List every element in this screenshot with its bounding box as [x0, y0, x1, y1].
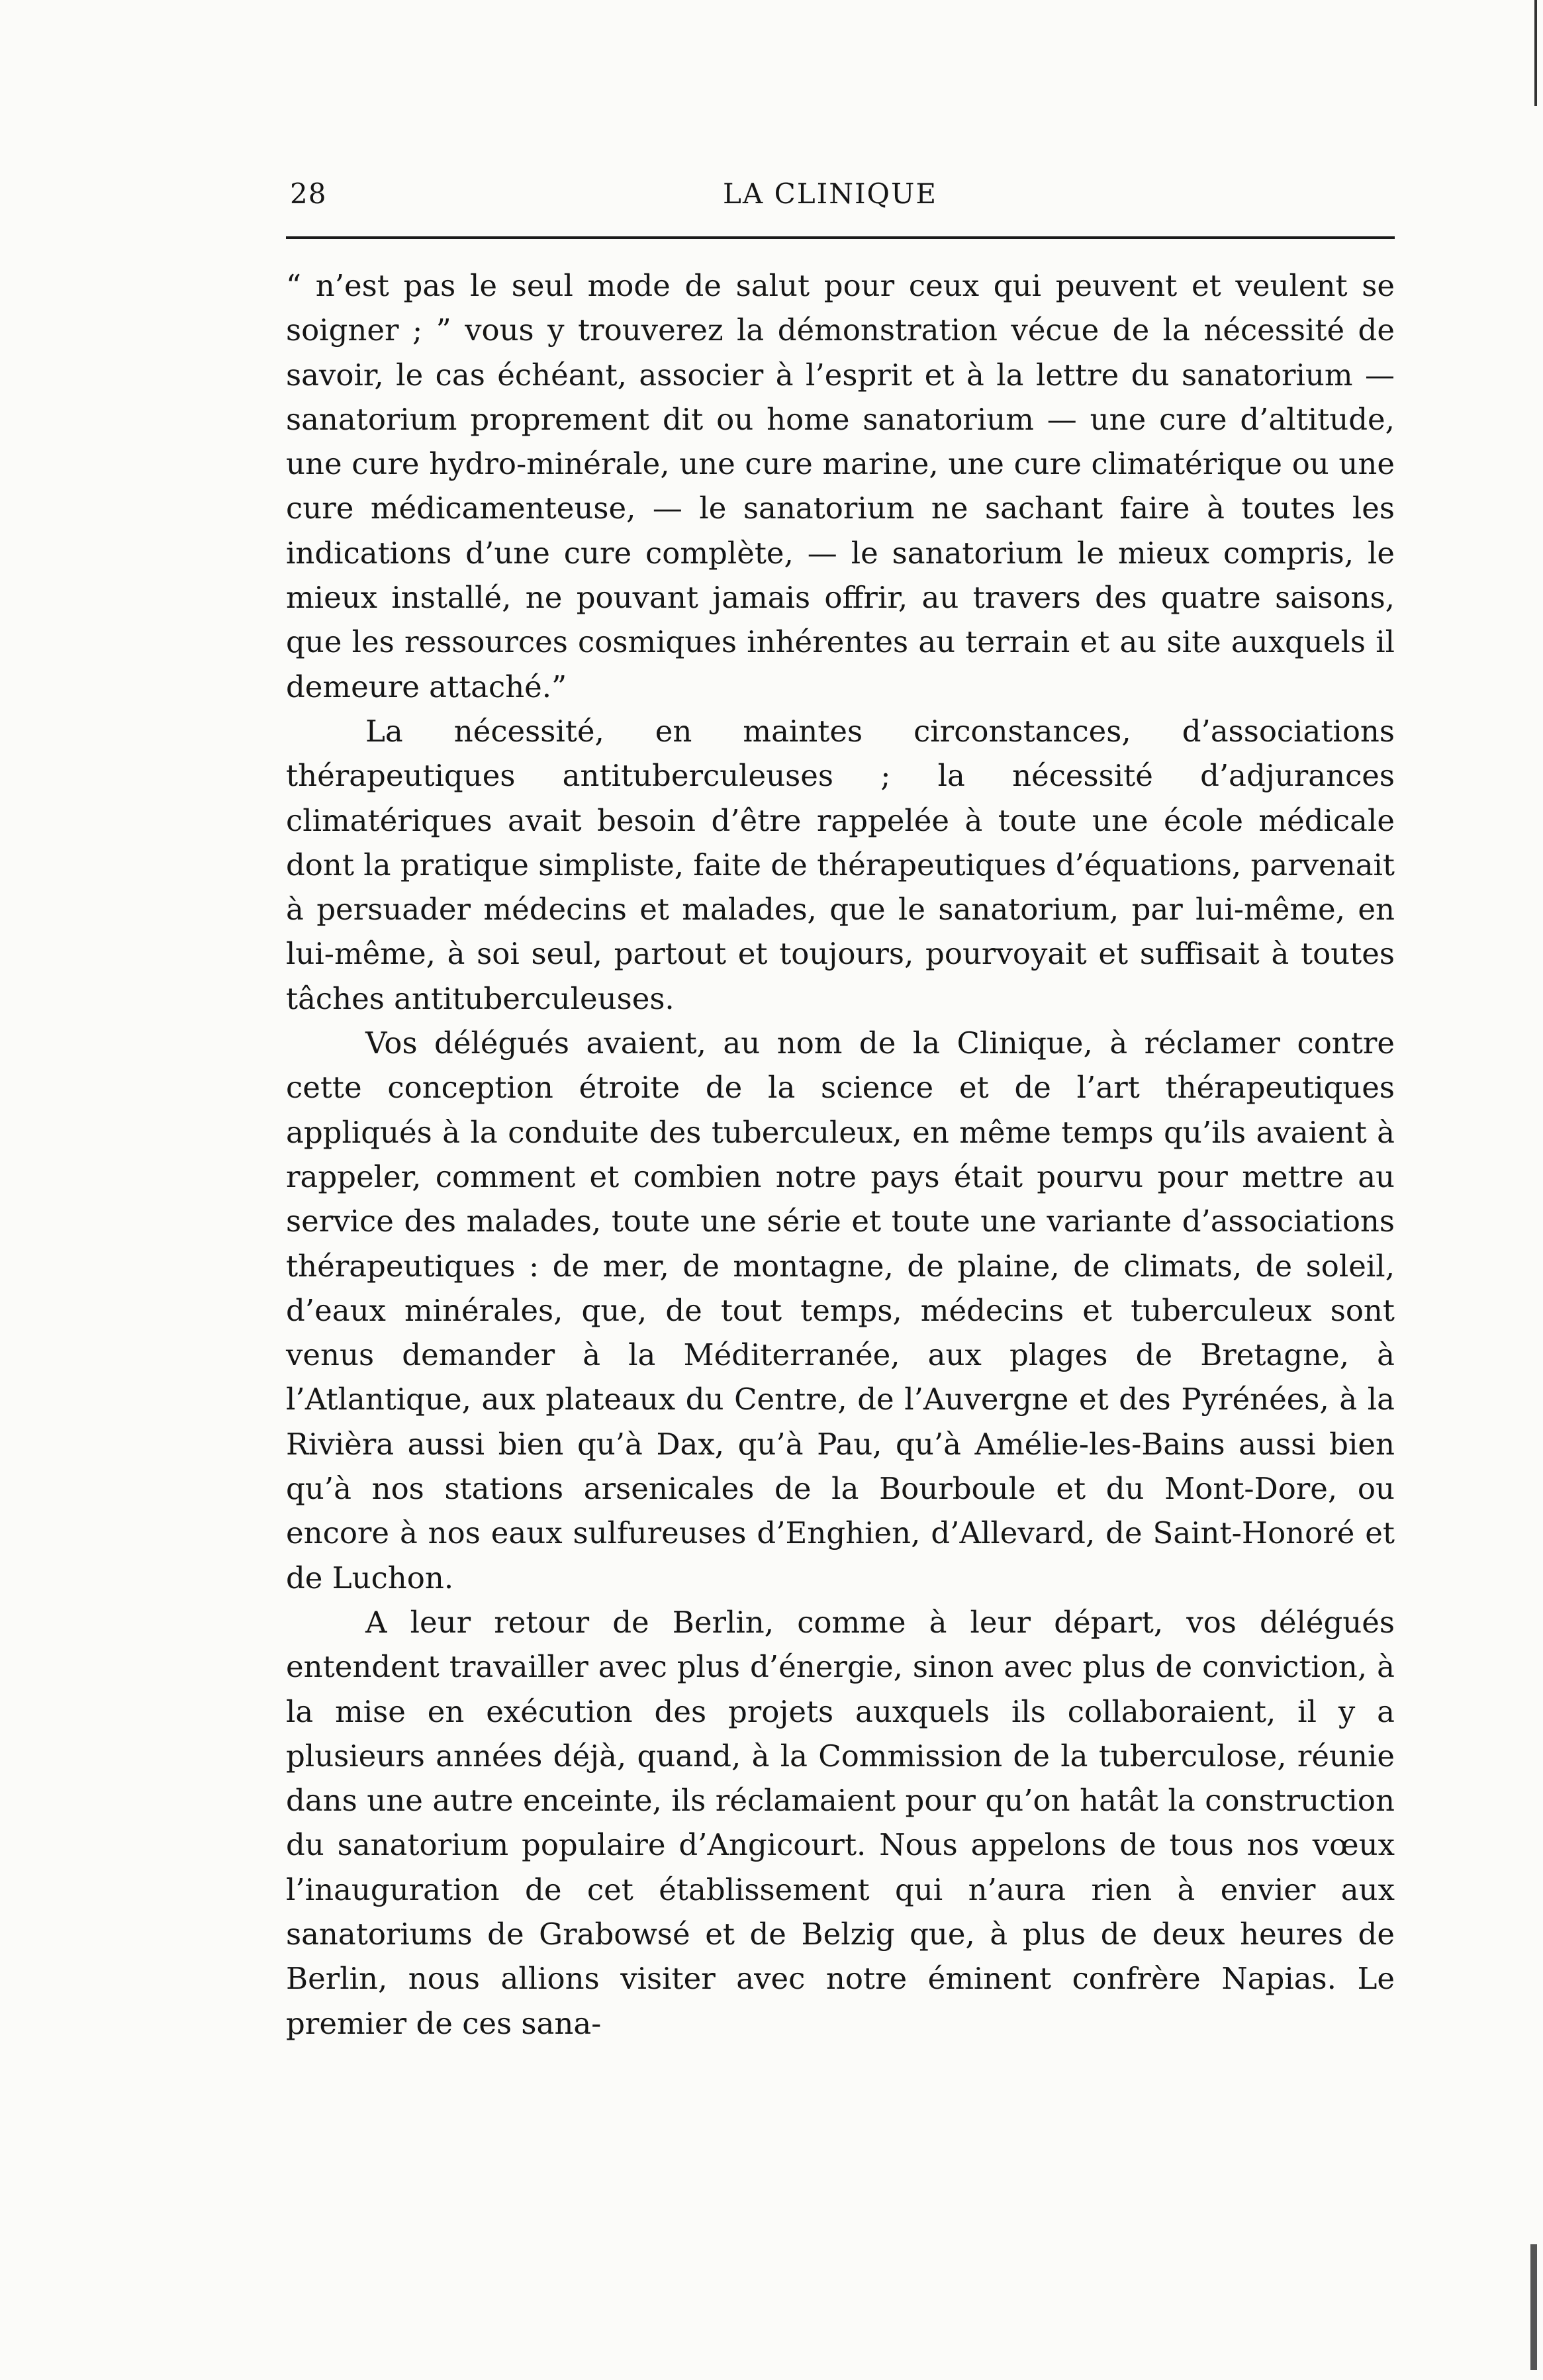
- paragraph-3: Vos délégués avaient, au nom de la Clinique, à réclamer contre cette conception étroite de la science et de l’art thérapeutiques appliqués à la conduite des tuberculeux, en même temps qu’ils avaient à rappeler, comment et combien notre pays était pourvu pour mettre au service des malades, toute une série et toute une variante d’associations thérapeutiques : de mer, de montagne, de plaine, de climats, de soleil, d’eaux minérales, que, de tout temps, médecins et tuberculeux sont venus demander à la Méditerranée, aux plages de Bretagne, à l’Atlantique, aux plateaux du Centre, de l’Auvergne et des Pyrénées, à la Rivièra aussi bien qu’à Dax, qu’à Pau, qu’à Amélie-les-Bains aussi bien qu’à nos stations arsenicales de la Bourboule et du Mont-Dore, ou encore à nos eaux sulfureuses d’Enghien, d’Allevard, de Saint-Honoré et de Luchon.: [286, 1025, 1395, 1595]
- header-rule: [286, 236, 1395, 239]
- paragraph-2: La nécessité, en maintes circonstances, d’associations thérapeutiques antituberculeuses ; la nécessité d’adjurances climatériques avait besoin d’être rappelée à toute une école médicale dont la pratique simpliste, faite de thérapeutiques d’équations, parvenait à persuader médecins et malades, que le sanatorium, par lui-même, en lui-même, à soi seul, partout et toujours, pourvoyait et suffisait à toutes tâches antituberculeuses.: [286, 713, 1395, 1016]
- page-number: 28: [290, 177, 327, 210]
- scan-edge-mark: [1530, 2244, 1537, 2370]
- running-head: LA CLINIQUE: [723, 177, 938, 210]
- body-text: [286, 263, 1395, 2046]
- paragraph-4: A leur retour de Berlin, comme à leur départ, vos délégués entendent travailler avec plus d’énergie, sinon avec plus de conviction, à la mise en exécution des projets auxquels ils collaboraient, il y a plusieurs années déjà, quand, à la Commission de la tuberculose, réunie dans une autre enceinte, ils réclamaient pour qu’on hatât la construction du sanatorium populaire d’Angicourt. Nous appelons de tous nos vœux l’inauguration de cet établissement qui n’aura rien à envier aux sanatoriums de Grabowsé et de Belzig que, à plus de deux heures de Berlin, nous allions visiter avec notre éminent confrère Napias. Le premier de ces sana-: [286, 1604, 1395, 2041]
- paragraph-1: “ n’est pas le seul mode de salut pour ceux qui peuvent et veulent se soigner ; ” vous y trouverez la démonstration vécue de la nécessité de savoir, le cas échéant, associer à l’esprit et à la lettre du sanatorium — sanatorium proprement dit ou home sanatorium — une cure d’altitude, une cure hydro-minérale, une cure marine, une cure climatérique ou une cure médicamenteuse, — le sanatorium ne sachant faire à toutes les indications d’une cure complète, — le sanatorium le mieux compris, le mieux installé, ne pouvant jamais offrir, au travers des quatre saisons, que les ressources cosmiques inhérentes au terrain et au site auxquels il demeure attaché.”: [286, 268, 1395, 704]
- scan-edge-mark: [1534, 0, 1537, 106]
